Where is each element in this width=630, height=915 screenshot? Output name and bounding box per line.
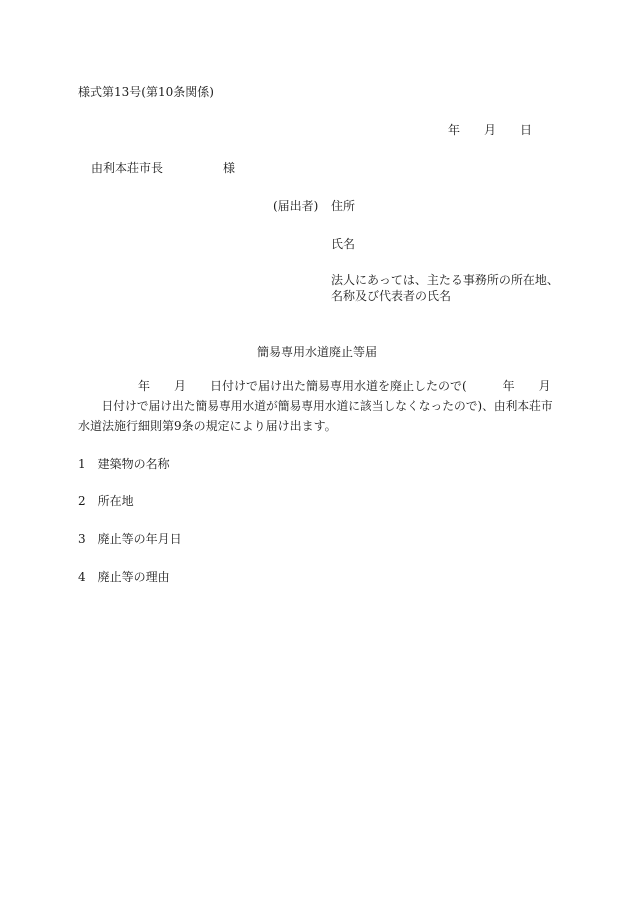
document-title: 簡易専用水道廃止等届	[257, 345, 378, 359]
date-line: 年 月 日	[448, 123, 533, 137]
item-label: 廃止等の年月日	[97, 532, 182, 546]
notifier-label: (届出者)	[273, 199, 319, 213]
list-item	[78, 456, 170, 472]
corporate-note-line2: 名称及び代表者の氏名	[331, 289, 452, 303]
list-item	[78, 531, 182, 547]
item-label: 廃止等の理由	[97, 570, 170, 584]
item-number: 3	[78, 532, 86, 546]
item-label: 所在地	[97, 494, 134, 508]
item-number: 2	[78, 494, 86, 508]
body-line-3: 水道法施行細則第9条の規定により届け出ます。	[78, 419, 337, 433]
list-item	[78, 493, 134, 509]
body-line-1: 年 月 日付けで届け出た簡易専用水道を廃止したので( 年 月	[78, 379, 551, 393]
body-line-2: 日付けで届け出た簡易専用水道が簡易専用水道に該当しなくなったので)、由利本荘市	[78, 399, 553, 413]
name-label: 氏名	[331, 237, 356, 251]
address-label: 住所	[331, 199, 356, 213]
item-number: 4	[78, 570, 86, 584]
addressee: 由利本荘市長 様	[91, 161, 236, 175]
corporate-note-line1: 法人にあっては、主たる事務所の所在地、	[331, 273, 559, 287]
item-label: 建築物の名称	[97, 457, 170, 471]
form-number: 様式第13号(第10条関係)	[78, 85, 214, 99]
item-number: 1	[78, 457, 86, 471]
list-item	[78, 569, 170, 585]
